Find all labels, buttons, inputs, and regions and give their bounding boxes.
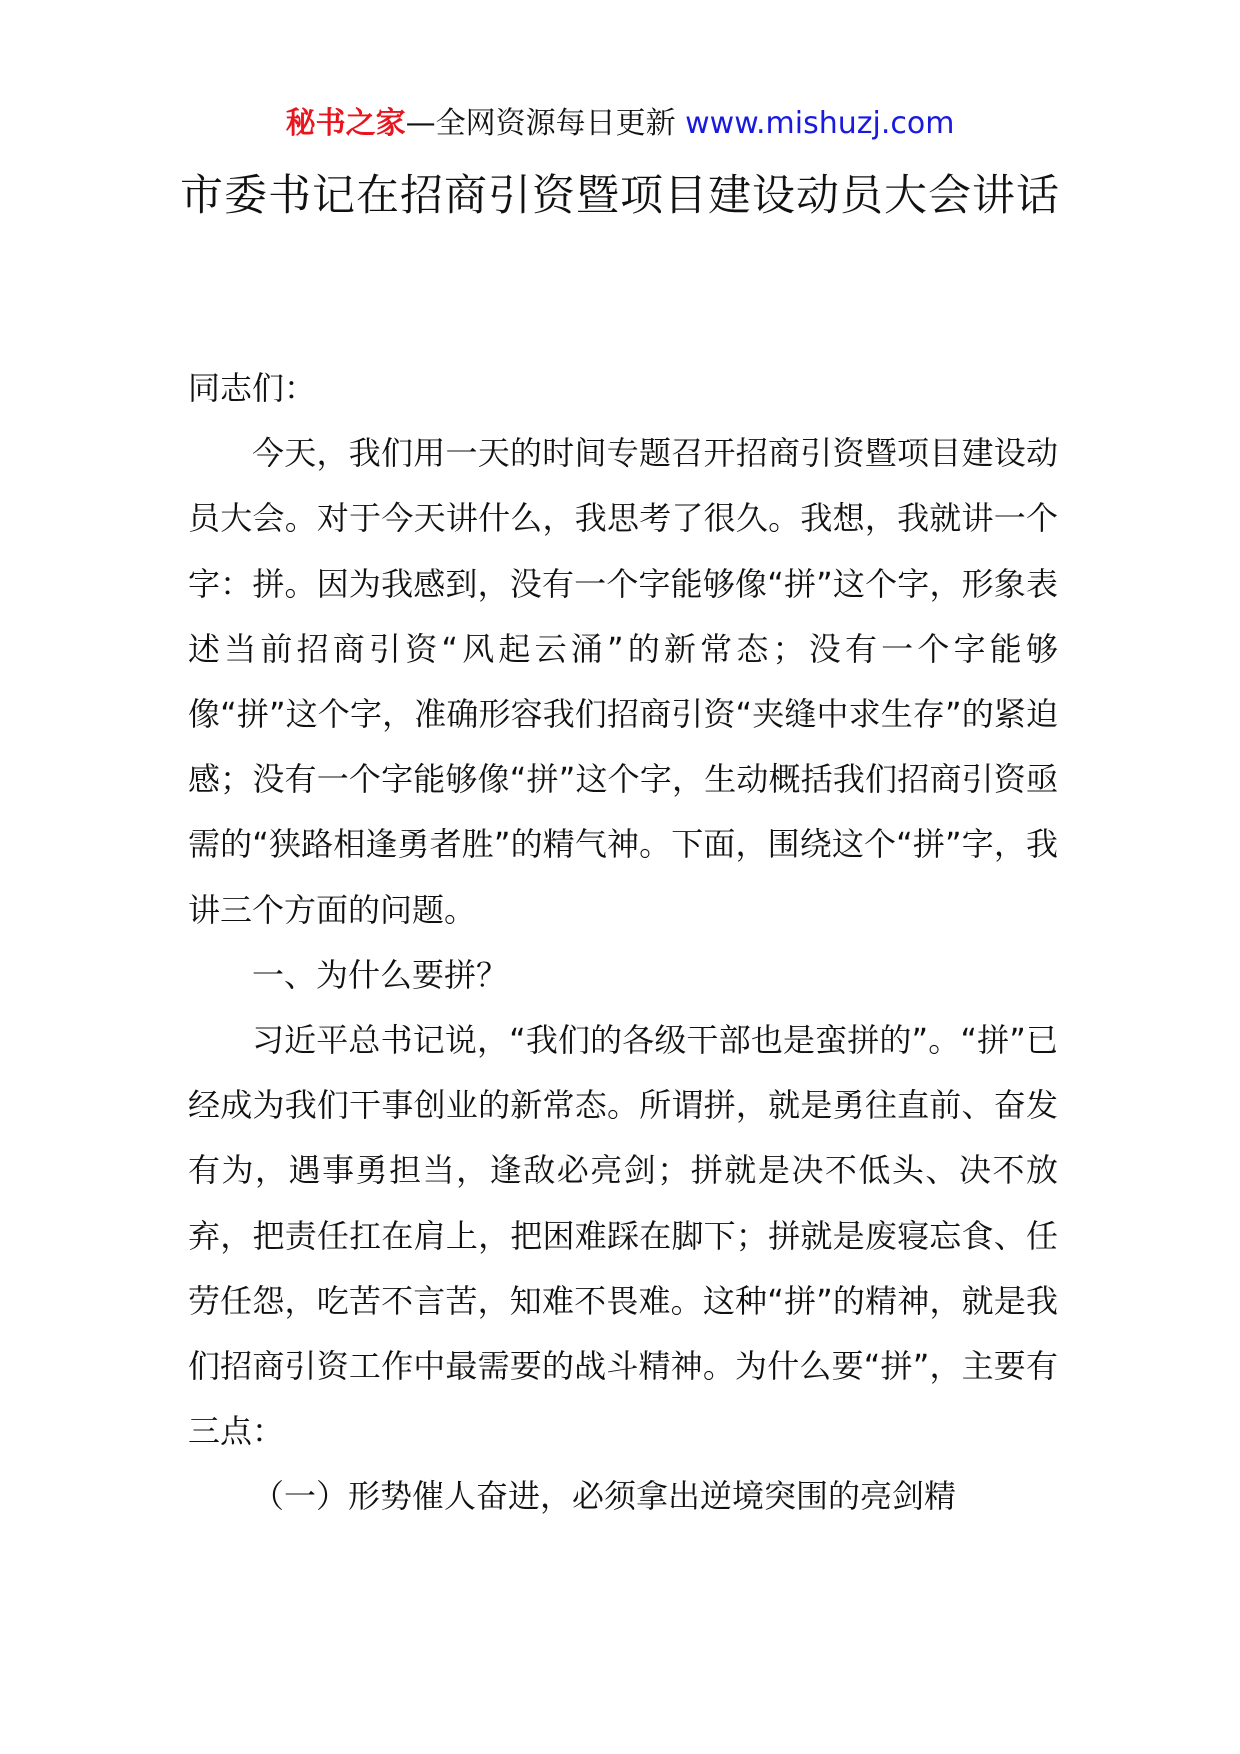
section-heading-1: 一、为什么要拼？ [252, 955, 509, 994]
document-body [188, 356, 1058, 1530]
subsection-heading-1: （一）形势催人奋进，必须拿出逆境突围的亮剑精 [252, 1477, 957, 1516]
document-title: 市委书记在招商引资暨项目建设动员大会讲话 [180, 171, 1060, 221]
site-url: www.mishuzj.com [685, 106, 955, 141]
salutation: 同志们： [188, 369, 317, 407]
paragraph-why-fight: 习近平总书记说，“我们的各级干部也是蛮拼的”。“拼”已经成为我们干事创业的新常态。所谓拼，就是勇往直前、奋发有为，遇事勇担当，逢敌必亮剑；拼就是决不低头、决不放弃，把责任扛在肩上，把困难踩在脚下；拼就是废寝忘食、任劳任怨，吃苦不言苦，知难不畏难。这种“拼”的精神，就是我们招商引资工作中最需要的战斗精神。为什么要“拼”，主要有三点： [188, 1021, 1058, 1451]
site-header [0, 102, 1240, 146]
header-slogan: —全网资源每日更新 [405, 106, 676, 141]
brand-name: 秘书之家 [285, 106, 406, 141]
paragraph-intro: 今天，我们用一天的时间专题召开招商引资暨项目建设动员大会。对于今天讲什么，我思考了很久。我想，我就讲一个字：拼。因为我感到，没有一个字能够像“拼”这个字，形象表述当前招商引资“风起云涌”的新常态；没有一个字能够像“拼”这个字，准确形容我们招商引资“夹缝中求生存”的紧迫感；没有一个字能够像“拼”这个字，生动概括我们招商引资亟需的“狭路相逢勇者胜”的精气神。下面，围绕这个“拼”字，我讲三个方面的问题。 [188, 434, 1058, 929]
